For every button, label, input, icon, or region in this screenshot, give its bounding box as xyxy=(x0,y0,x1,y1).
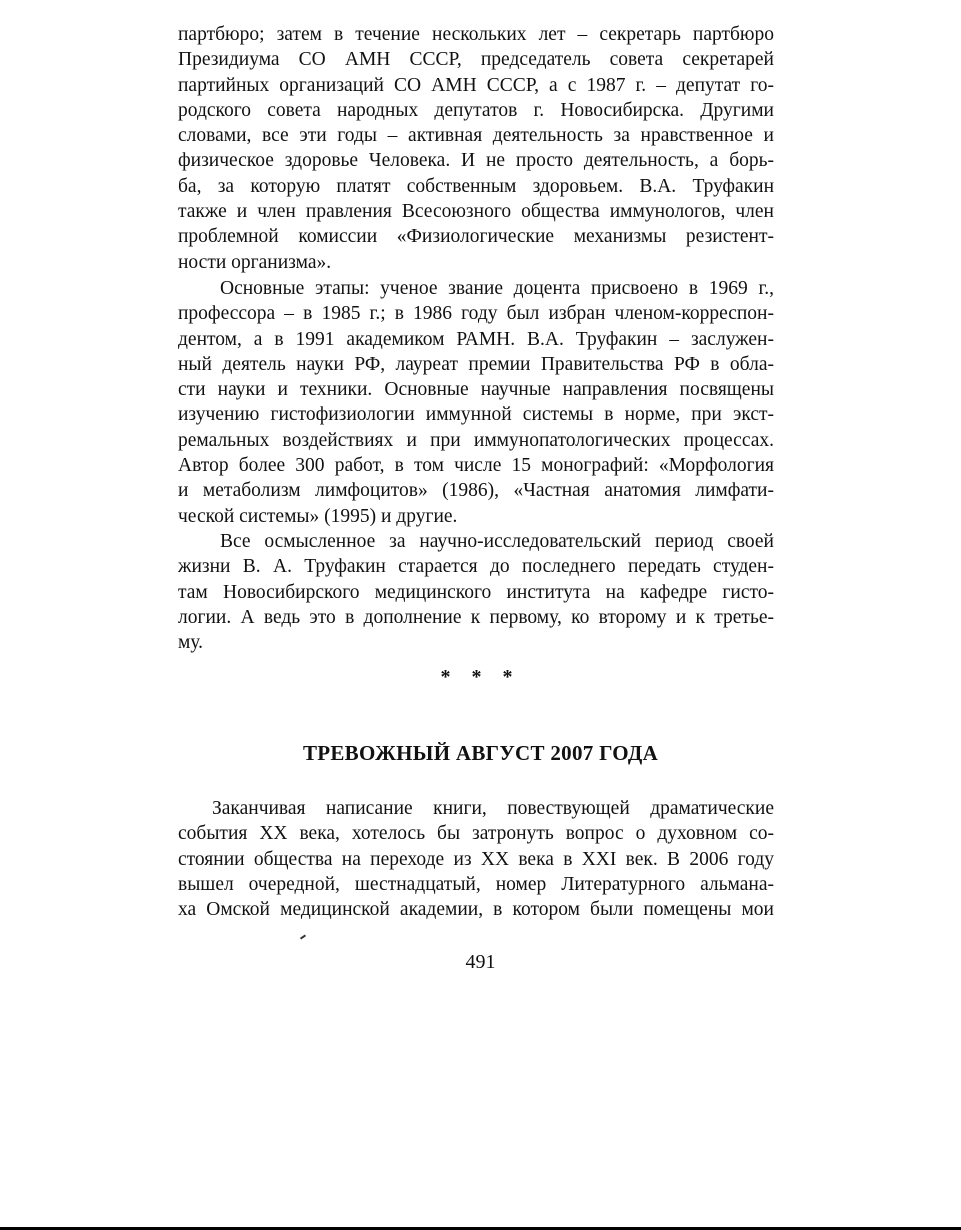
paragraph-4 xyxy=(178,796,774,922)
text-line: ности организма». xyxy=(178,251,332,273)
text-line: изучению гистофизиологии иммунной системы в норме, при экст- xyxy=(178,404,774,426)
text-line: Заканчивая написание книги, повествующей драматические xyxy=(212,798,774,819)
text-line: и метаболизм лимфоцитов» (1986), «Частная анатомия лимфати- xyxy=(178,480,774,502)
text-line: ремальных воздействиях и при иммунопатологических процессах. xyxy=(178,429,774,451)
text-line: сти науки и техники. Основные научные направления посвящены xyxy=(178,379,774,401)
text-line: физическое здоровье Человека. И не просто деятельность, а борь- xyxy=(178,150,774,172)
text-line: события XX века, хотелось бы затронуть вопрос о духовном со- xyxy=(178,823,774,845)
text-line: стоянии общества на переходе из XX века в XXI век. В 2006 году xyxy=(178,848,774,870)
text-line: му. xyxy=(178,632,204,654)
text-line: профессора – в 1985 г.; в 1986 году был избран членом-корреспон- xyxy=(178,303,774,325)
text-line: Президиума СО АМН СССР, председатель совета секретарей xyxy=(178,49,774,71)
text-line: Основные этапы: ученое звание доцента присвоено в 1969 г., xyxy=(220,278,774,299)
text-line: жизни В. А. Труфакин старается до последнего передать студен- xyxy=(178,556,774,578)
paragraph-2 xyxy=(178,276,774,529)
scan-speck xyxy=(300,934,306,939)
text-line: Все осмысленное за научно-исследовательский период своей xyxy=(220,531,774,552)
text-line: ный деятель науки РФ, лауреат премии Правительства РФ в обла- xyxy=(178,353,774,375)
text-line: дентом, а в 1991 академиком РАМН. В.А. Труфакин – заслужен- xyxy=(178,328,774,350)
section-separator: * * * xyxy=(440,666,521,688)
text-line: проблемной комиссии «Физиологические механизмы резистент- xyxy=(178,226,774,248)
text-line: партбюро; затем в течение нескольких лет – секретарь партбюро xyxy=(178,24,774,45)
text-line: Автор более 300 работ, в том числе 15 монографий: «Морфология xyxy=(178,455,774,477)
text-line: также и член правления Всесоюзного общества иммунологов, член xyxy=(178,201,774,223)
text-line: партийных организаций СО АМН СССР, а с 1987 г. – депутат го- xyxy=(178,74,774,96)
section-title: ТРЕВОЖНЫЙ АВГУСТ 2007 ГОДА xyxy=(302,741,659,765)
paragraph-1 xyxy=(178,22,774,275)
text-line: там Новосибирского медицинского института на кафедре гисто- xyxy=(178,581,774,603)
text-line: ха Омской медицинской академии, в котором были помещены мои xyxy=(178,899,774,921)
text-line: ческой системы» (1995) и другие. xyxy=(178,505,458,527)
text-line: словами, все эти годы – активная деятельность за нравственное и xyxy=(178,125,774,147)
text-line: вышел очередной, шестнадцатый, номер Литературного альмана- xyxy=(178,873,774,895)
page-number: 491 xyxy=(465,951,496,973)
paragraph-3 xyxy=(178,529,774,655)
text-line: логии. А ведь это в дополнение к первому, ко второму и к третье- xyxy=(178,606,774,628)
text-line: ба, за которую платят собственным здоровьем. В.А. Труфакин xyxy=(178,175,774,197)
text-line: родского совета народных депутатов г. Новосибирска. Другими xyxy=(178,99,774,121)
